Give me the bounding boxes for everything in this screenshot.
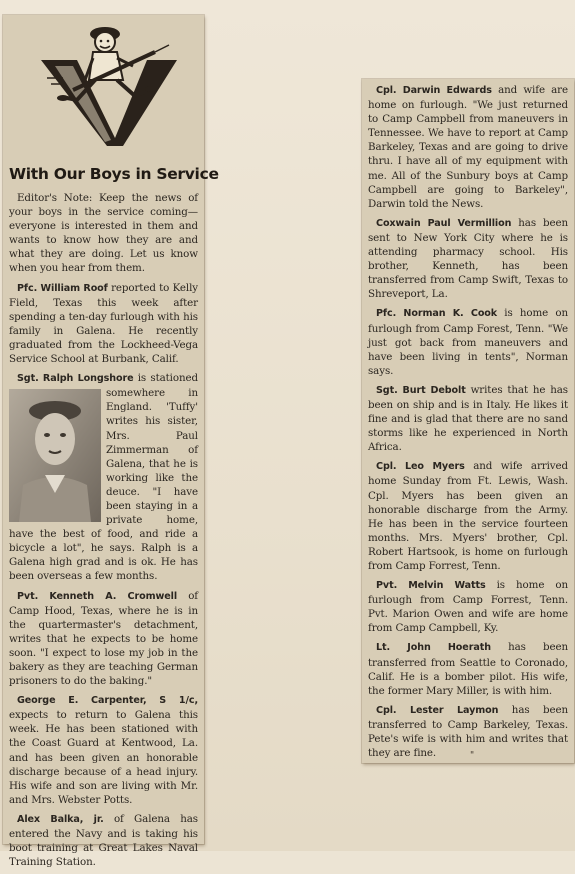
- item-text: has been sent to New York City where he is attending pharmacy school. His brother, Kenneth, has been transferred from Camp Swift, Texas to Shreveport, La.: [368, 216, 568, 301]
- item-lead: George E. Carpenter, S 1/c,: [17, 695, 198, 707]
- news-item: [368, 578, 568, 635]
- item-text: and wife are home on furlough. "We just returned to Camp Campbell from maneuvers in Tennessee. We have to report at Camp Barkeley, Texas and are going to drive thru. I have all of my equipment with me. All of the Sunbury boys at Camp Campbell are going to Barkeley", Darwin told the News.: [368, 84, 568, 210]
- news-item: [9, 693, 198, 807]
- item-text: is home on furlough from Camp Forest, Tenn. "We just got back from maneuvers and have been living in tents", Norman says.: [368, 307, 568, 377]
- news-item: [9, 371, 198, 583]
- editors-note: Editor's Note: Keep the news of your boys in the service coming—everyone is interested in them and wants to know how they are and what they are doing. Let us know when you hear from them.: [9, 192, 198, 275]
- item-text: of Camp Hood, Texas, where he is in the quartermaster's detachment, writes that he expects to be home soon. "I expect to lose my job in the bakery as they are teaching German prisoners to do the baking.": [9, 589, 199, 688]
- item-text: is home on furlough from Camp Forrest, Tenn. Pvt. Marion Owen and wife are home from Camp Campbell, Ky.: [368, 579, 568, 635]
- item-lead: Lt. John Hoerath: [376, 642, 491, 654]
- soldier-portrait-photo: [9, 389, 101, 522]
- masthead: [9, 15, 219, 183]
- right-column-text: [368, 83, 568, 765]
- news-item: [368, 83, 568, 211]
- item-text: writes that he has been on ship and is in Italy. He likes it fine and is glad that there are no sand storms like he experienced in North Africa.: [368, 383, 568, 454]
- item-lead: Alex Balka, jr.: [17, 813, 104, 825]
- right-clipping: [362, 79, 574, 763]
- item-lead: Pvt. Kenneth A. Cromwell: [17, 590, 178, 602]
- footer-mark: ": [470, 751, 475, 761]
- item-lead: Pvt. Melvin Watts: [376, 580, 486, 592]
- item-lead: Cpl. Leo Myers: [376, 461, 465, 473]
- item-text: expects to return to Galena this week. He has been stationed with the Coast Guard at Kentwood, La. and has been given an honorable discharge because of a head injury. His wife and son are living with Mr. and Mrs. Webster Potts.: [9, 709, 198, 806]
- item-lead: Sgt. Burt Debolt: [376, 384, 466, 396]
- column-title: With Our Boys in Service: [9, 165, 219, 183]
- item-text: has been transferred from Seattle to Coronado, Calif. He is a bomber pilot. His wife, the former Mary Miller, is with him.: [368, 641, 568, 697]
- item-text: is stationed somewhere in England. 'Tuffy' writes his sister, Mrs. Paul Zimmerman of Galena, that he is working like the deuce. "I have been staying in a private home, have the best of food, and ride a bicycle a lot", he says. Ralph is a Galena high grad and is ok. He has been overseas a few months.: [9, 372, 198, 583]
- item-lead: Coxwain Paul Vermillion: [376, 217, 512, 229]
- item-lead: Pfc. William Roof: [17, 282, 108, 294]
- news-item: [368, 383, 568, 454]
- news-item: [368, 703, 568, 760]
- soldier-v-logo-icon: [37, 18, 187, 148]
- item-text: has been transferred to Camp Barkeley, Texas. Pete's wife is with him and writes that they are fine.: [368, 703, 568, 760]
- news-item: [368, 459, 568, 573]
- news-item: [368, 306, 568, 377]
- item-text: of Galena has entered the Navy and is taking his boot training at Great Lakes Naval Training Station.: [9, 812, 198, 869]
- news-item: [368, 640, 568, 697]
- item-lead: Pfc. Norman K. Cook: [376, 308, 498, 320]
- item-lead: Cpl. Lester Laymon: [376, 704, 499, 716]
- left-clipping: [3, 15, 219, 869]
- left-column-text: [9, 191, 198, 874]
- item-text: reported to Kelly Field, Texas this week after spending a ten-day furlough with his family in Galena. He recently graduated from the Lockheed-Vega Service School at Burbank, Calif.: [9, 281, 198, 366]
- news-item: [9, 589, 198, 689]
- news-item: [9, 812, 198, 869]
- item-lead: Sgt. Ralph Longshore: [17, 373, 134, 385]
- news-item: [9, 281, 198, 367]
- item-lead: Cpl. Darwin Edwards: [376, 85, 492, 96]
- item-text: and wife arrived home Sunday from Ft. Lewis, Wash. Cpl. Myers has been given an honorable discharge from the Army. He has been in the service fourteen months. Mrs. Myers' brother, Cpl. Robert Hartsook, is home on furlough from Camp Forrest, Tenn.: [368, 460, 568, 572]
- news-item: [368, 216, 568, 302]
